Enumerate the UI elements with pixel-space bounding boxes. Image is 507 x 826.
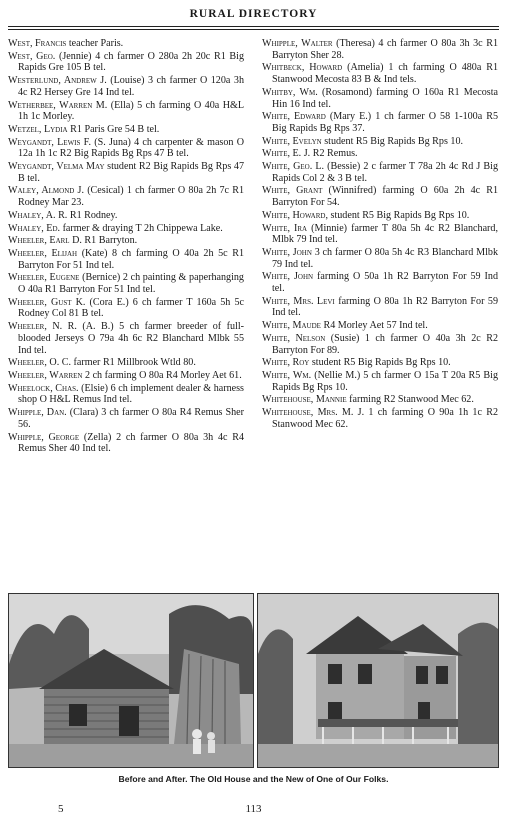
directory-entry: White, Edward (Mary E.) 1 ch farmer O 58 1-100a R5 Big Rapids Bg Rps 37. bbox=[262, 111, 498, 134]
directory-entry: Whitehouse, Mannie farming R2 Stanwood Mec 62. bbox=[262, 394, 474, 406]
directory-entry: Whipple, Dan. (Clara) 3 ch farmer O 80a R4 Remus Sher 56. bbox=[8, 407, 244, 430]
directory-entry: Wheeler, O. C. farmer R1 Millbrook Wtld 80. bbox=[8, 357, 196, 369]
directory-entry: Wheeler, N. R. (A. B.) 5 ch farmer breeder of full-blooded Jerseys O 79a 4h 6c R2 Blanchard Mlbk 55 Ind tel. bbox=[8, 321, 244, 356]
photo-panel bbox=[8, 593, 499, 766]
directory-entry: White, Wm. (Nellie M.) 5 ch farmer O 15a T 20a R5 Big Rapids Bg Rps 10. bbox=[262, 369, 498, 393]
directory-entry: Whitehouse, Mrs. M. J. 1 ch farming O 90a 1h 1c R2 Stanwood Mec 62. bbox=[262, 407, 498, 430]
directory-entry: Westerlund, Andrew J. (Louise) 3 ch farmer O 120a 3h 4c R2 Hersey Gre 14 Ind tel. bbox=[8, 75, 244, 98]
new-house-illustration bbox=[258, 594, 498, 767]
directory-entry: Whitby, Wm. (Rosamond) farming O 160a R1 Mecosta Hin 16 Ind tel. bbox=[262, 86, 498, 110]
directory-entry: West, Francis teacher Paris. bbox=[8, 38, 124, 49]
directory-entry: White, Evelyn student R5 Big Rapids Bg Rps 10. bbox=[262, 135, 464, 147]
directory-entry: White, Nelson (Susie) 1 ch farmer O 40a 3h 2c R2 Barryton For 89. bbox=[262, 332, 499, 356]
directory-entry: Wheeler, Eugene (Bernice) 2 ch painting & paperhanging O 40a R1 Barryton For 51 Ind tel. bbox=[8, 272, 244, 296]
old-house-photo bbox=[8, 593, 254, 768]
directory-column-right bbox=[262, 38, 498, 432]
directory-entry: White, John farming O 50a 1h R2 Barryton For 59 Ind tel. bbox=[262, 271, 498, 295]
directory-entry: Weygandt, Lewis F. (S. Juna) 4 ch carpenter & mason O 12a 1h 1c R2 Big Rapids Bg Rps 47 B tel. bbox=[8, 136, 244, 160]
directory-entry: White, Roy student R5 Big Rapids Bg Rps 10. bbox=[262, 357, 451, 369]
directory-column-left bbox=[8, 38, 244, 456]
photo-caption: Before and After. The Old House and the New of One of Our Folks. bbox=[118, 774, 389, 784]
directory-entry: Whipple, Walter (Theresa) 4 ch farmer O 80a 3h 3c R1 Barryton Sher 28. bbox=[262, 38, 498, 61]
directory-entry: Waley, Almond J. (Cesical) 1 ch farmer O 80a 2h 7c R1 Rodney Mar 23. bbox=[8, 185, 244, 209]
directory-entry: Whitbeck, Howard (Amelia) 1 ch farming O 480a R1 Stanwood Mecosta 83 B & Ind tels. bbox=[262, 62, 498, 86]
directory-entry: White, Howard, student R5 Big Rapids Bg Rps 10. bbox=[262, 209, 470, 221]
old-house-illustration bbox=[9, 594, 253, 767]
directory-entry: Wheeler, Gust K. (Cora E.) 6 ch farmer T 160a 5h 5c Rodney Col 81 B tel. bbox=[8, 296, 244, 320]
page-number: 113 bbox=[245, 803, 262, 815]
directory-entry: White, Grant (Winnifred) farming O 60a 2h 4c R1 Barryton For 54. bbox=[262, 185, 498, 209]
directory-entry: White, Ira (Minnie) farmer T 80a 5h 4c R2 Blanchard, Mlbk 79 Ind tel. bbox=[262, 222, 498, 246]
running-header: RURAL DIRECTORY bbox=[189, 8, 318, 20]
directory-entry: Whipple, George (Zella) 2 ch farmer O 80a 3h 4c R4 Remus Sher 40 Ind tel. bbox=[8, 431, 244, 455]
header-rule-bottom bbox=[8, 29, 499, 30]
directory-entry: Wheeler, Warren 2 ch farming O 80a R4 Morley Aet 61. bbox=[8, 369, 242, 381]
directory-entry: White, John 3 ch farmer O 80a 5h 4c R3 Blanchard Mlbk 79 Ind tel. bbox=[262, 246, 498, 270]
directory-entry: Weygandt, Velma May student R2 Big Rapids Bg Rps 47 B tel. bbox=[8, 161, 245, 184]
directory-entry: White, Geo. L. (Bessie) 2 c farmer T 78a 2h 4c Rd J Big Rapids Col 2 & 3 B tel. bbox=[262, 161, 499, 184]
directory-entry: Wetzel, Lydia R1 Paris Gre 54 B tel. bbox=[8, 123, 160, 135]
directory-entry: West, Geo. (Jennie) 4 ch farmer O 280a 2h 20c R1 Big Rapids Gre 105 B tel. bbox=[8, 50, 245, 74]
footer-signature-mark: 5 bbox=[58, 803, 64, 815]
header-rule-top bbox=[8, 26, 499, 27]
directory-entry: Whaley, Ed. farmer & draying T 2h Chippewa Lake. bbox=[8, 222, 223, 234]
directory-entry: White, E. J. R2 Remus. bbox=[262, 148, 358, 160]
directory-entry: Wheelock, Chas. (Elsie) 6 ch implement dealer & harness shop O H&L Remus Ind tel. bbox=[8, 382, 244, 406]
directory-entry: Wheeler, Earl D. R1 Barryton. bbox=[8, 235, 138, 247]
directory-entry: White, Maude R4 Morley Aet 57 Ind tel. bbox=[262, 320, 428, 332]
new-house-photo bbox=[257, 593, 499, 768]
directory-entry: Wheeler, Elijah (Kate) 8 ch farming O 40a 2h 5c R1 Barryton For 51 Ind tel. bbox=[8, 247, 245, 271]
directory-entry: Wetherbee, Warren M. (Ella) 5 ch farming O 40a H&L 1h 1c Morley. bbox=[8, 99, 244, 123]
directory-entry: Whaley, A. R. R1 Rodney. bbox=[8, 209, 118, 221]
directory-entry: White, Mrs. Levi farming O 80a 1h R2 Barryton For 59 Ind tel. bbox=[262, 295, 498, 319]
